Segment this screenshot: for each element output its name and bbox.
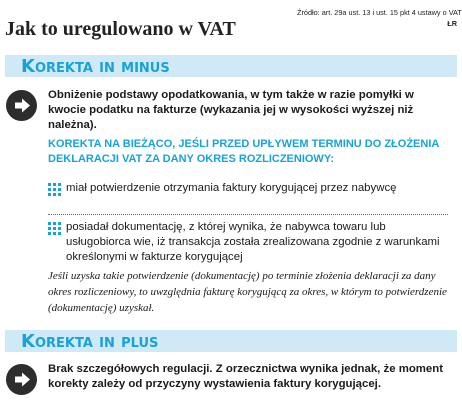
section-heading-minus: Korekta in minus	[21, 56, 170, 77]
list-item: posiadał dokumentację, z której wynika, że nabywca towaru lub usługobiorca wie, iż transakcja została zrealizowana zgodnie z warunkami określonymi w fakturze korygującej	[66, 221, 440, 263]
dot-grid-icon	[48, 183, 62, 196]
arrow-right-circle-icon	[6, 90, 37, 121]
section-heading-plus: Korekta in plus	[21, 331, 159, 352]
arrow-right-circle-icon	[6, 364, 37, 395]
plus-text: Brak szczegółowych regulacji. Z orzecznictwa wynika jednak, że moment korekty zależy od przyczyny wystawienia faktury korygującej.	[48, 363, 444, 390]
minus-intro-text: Obniżenie podstawy opodatkowania, w tym także w razie pomyłki w kwocie podatku na fakturze (wykazania jej w wysokości wyższej niż należna).	[48, 89, 414, 131]
divider	[48, 214, 448, 215]
section-heading-plus-band	[5, 330, 457, 352]
minus-note: Jeśli uzyska takie potwierdzenie (dokumentację) po terminie złożenia deklaracji za dany okres rozliczeniowy, to uwzględnia fakturę korygującą za okres, w którym to potwierdzenie (dokumentację) uzyskał.	[48, 270, 447, 314]
page-title: Jak to uregulowano w VAT	[5, 18, 236, 40]
source-note	[297, 7, 462, 29]
list-item: miał potwierdzenie otrzymania faktury korygującej przez nabywcę	[66, 182, 397, 194]
minus-condition-heading: KOREKTA NA BIEŻĄCO, JEŚLI PRZED UPŁYWEM TERMINU DO ZŁOŻENIA DEKLARACJI VAT ZA DANY OKRES ROZLICZENIOWY:	[48, 138, 439, 165]
author-initials: ŁR	[447, 19, 457, 28]
source-text: Źródło: art. 29a ust. 13 i ust. 15 pkt 4 ustawy o VAT	[297, 8, 462, 17]
section-heading-minus-band	[5, 55, 457, 77]
dot-grid-icon	[48, 222, 62, 235]
